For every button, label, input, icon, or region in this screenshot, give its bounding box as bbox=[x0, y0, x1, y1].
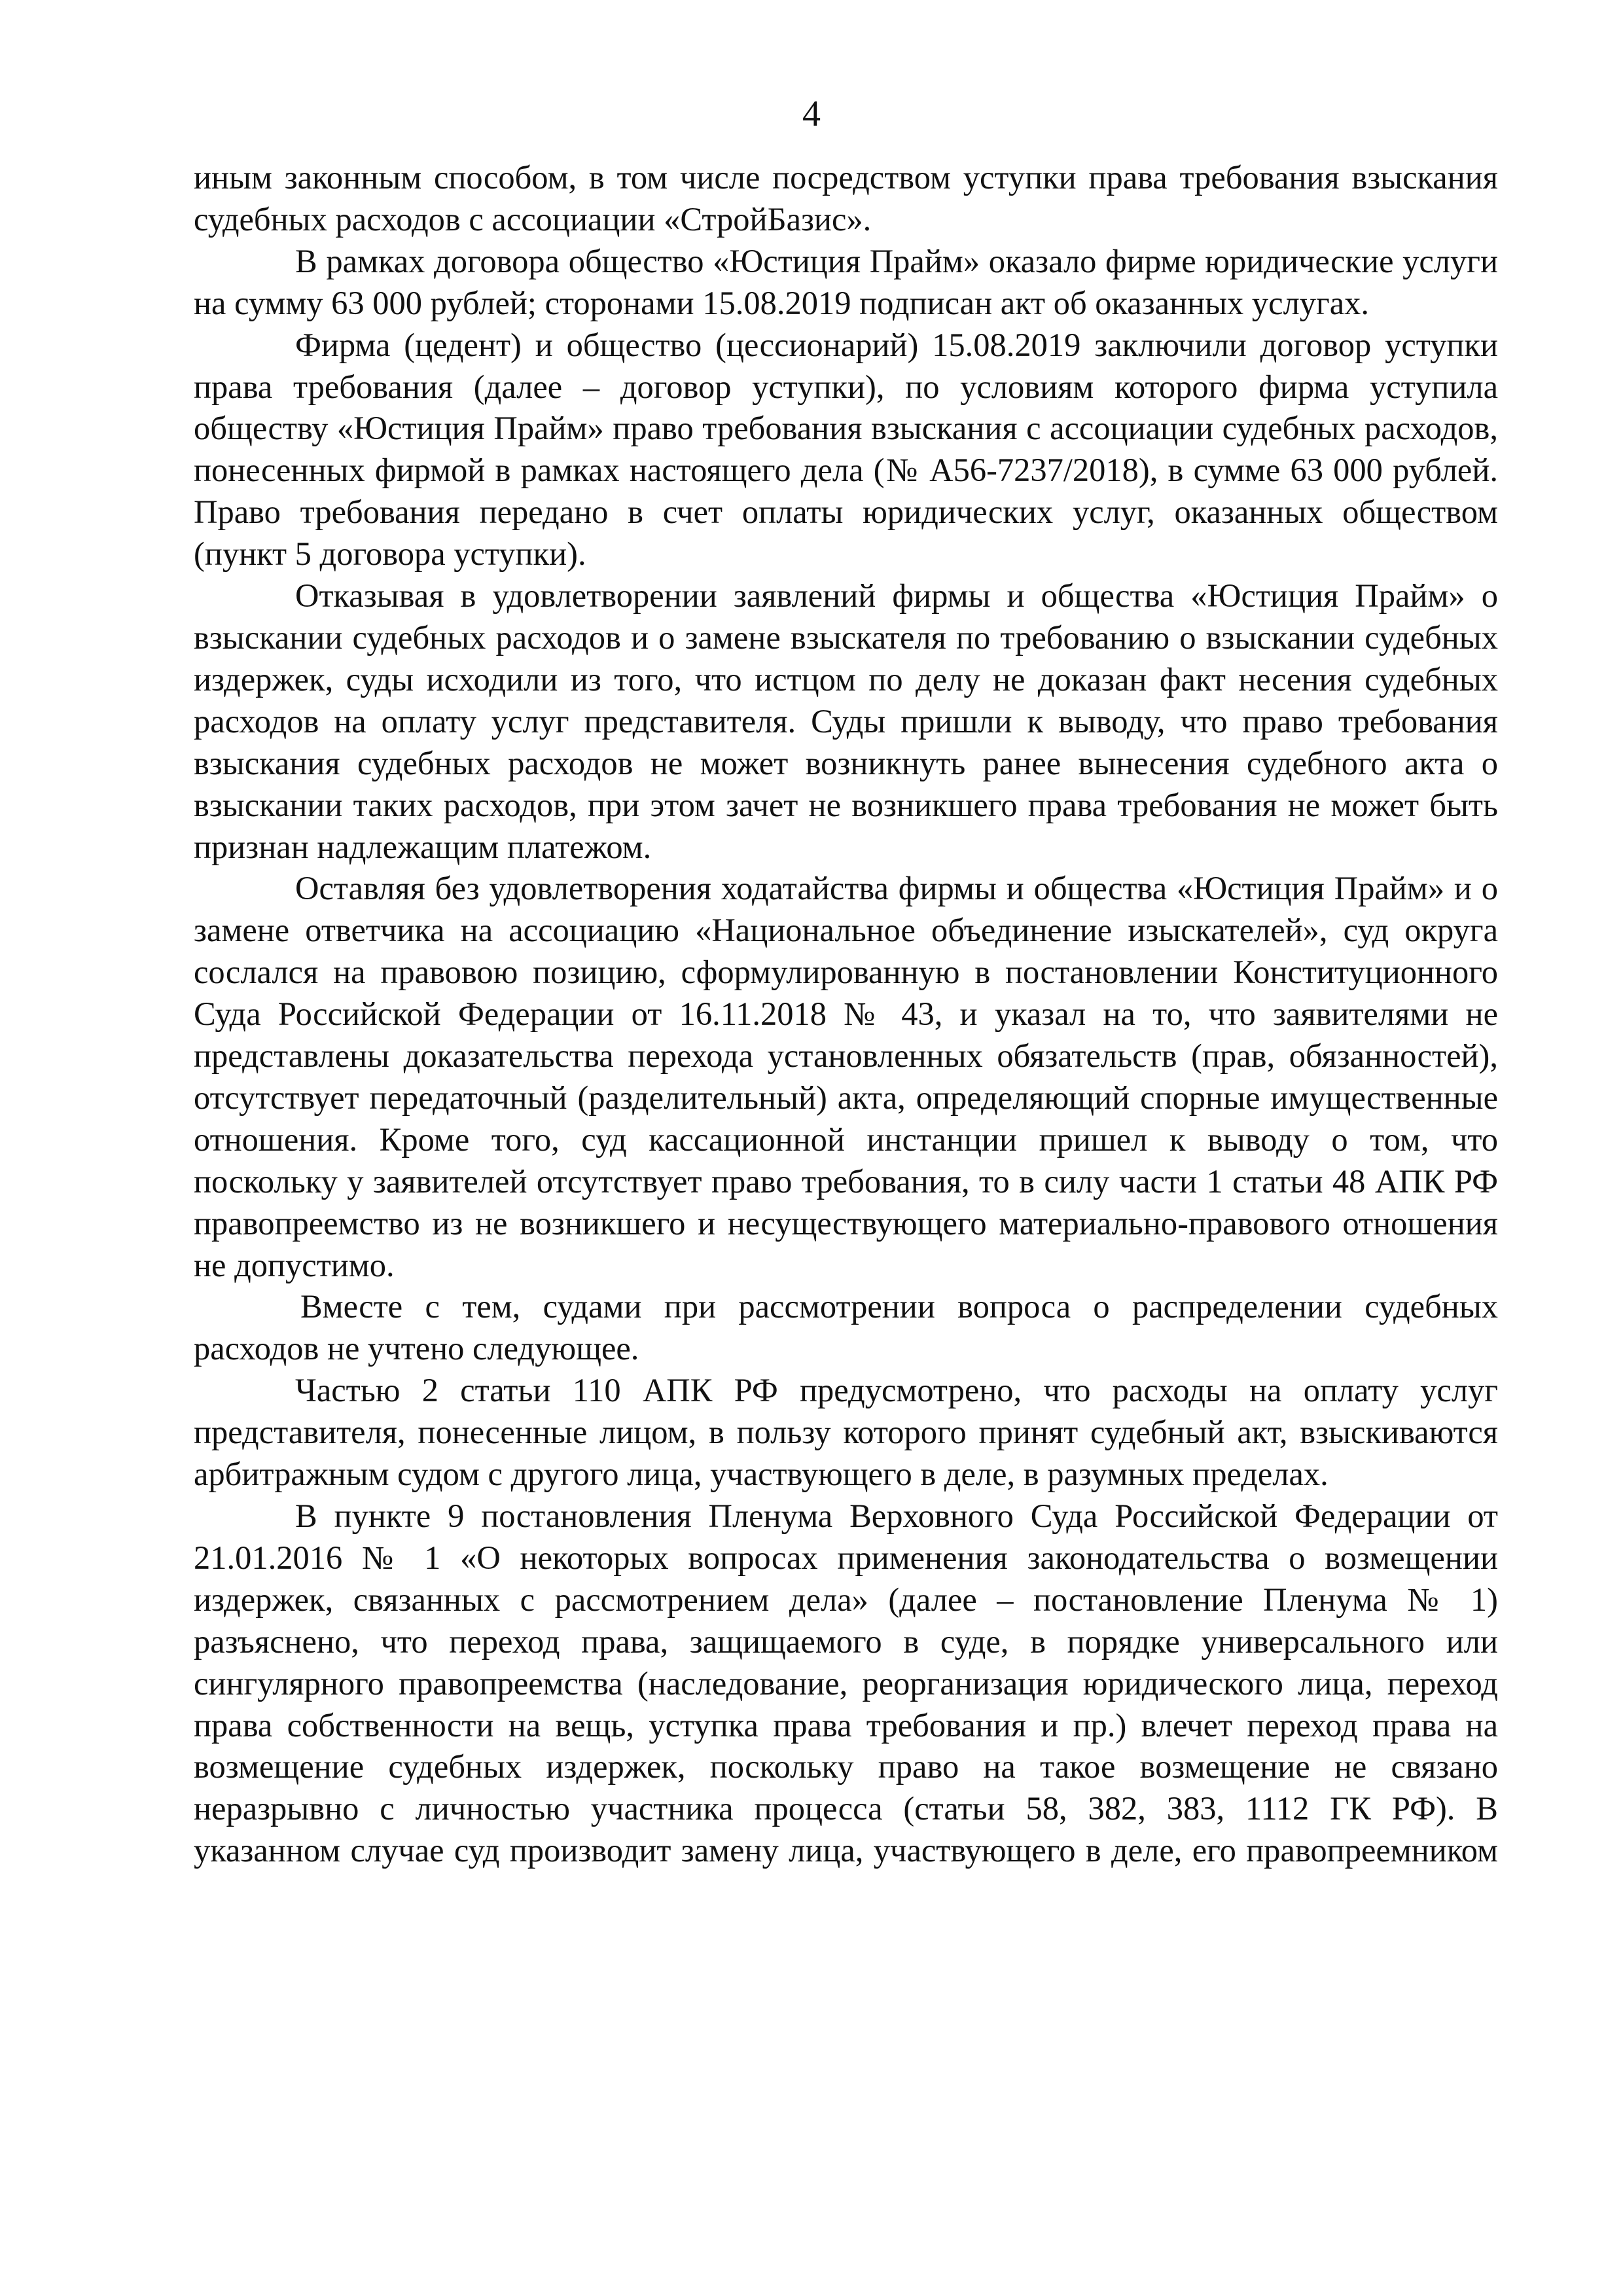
paragraph-not-considered: Вместе с тем, судами при рассмотрении вопроса о распределении судебных расходов не учтено следующее. bbox=[194, 1288, 1498, 1367]
paragraph-article-110: Частью 2 статьи 110 АПК РФ предусмотрено, что расходы на оплату услуг представителя, понесенные лицом, в пользу которого принят судебный акт, взыскиваются арбитражным судом с другого лица, участвующего в деле, в разумных пределах. bbox=[194, 1372, 1498, 1493]
paragraph-continuation: иным законным способом, в том числе посредством уступки права требования взыскания судебных расходов с ассоциации «СтройБазис». bbox=[194, 159, 1498, 238]
paragraph-cassation-position: Оставляя без удовлетворения ходатайства фирмы и общества «Юстиция Прайм» и о замене ответчика на ассоциацию «Национальное объединение изыскателей», суд округа сослался на правовою позицию, сформулированную в постановлении Конституционного Суда Российской Федерации от 16.11.2018 № 43, и указал на то, что заявителями не представлены доказательства перехода установленных обязательств (прав, обязанностей), отсутствует передаточный (разделительный) акта, определяющий спорные имущественные отношения. Кроме того, суд кассационной инстанции пришел к выводу о том, что поскольку у заявителей отсутствует право требования, то в силу части 1 статьи 48 АПК РФ правопреемство из не возникшего и несуществующего материально-правового отношения не допустимо. bbox=[194, 870, 1498, 1283]
paragraph-plenum-clarification: В пункте 9 постановления Пленума Верховного Суда Российской Федерации от 21.01.2016 № 1 «О некоторых вопросах применения законодательства о возмещении издержек, связанных с рассмотрением дела» (далее – постановление Пленума № 1) разъяснено, что переход права, защищаемого в суде, в порядке универсального или сингулярного правопреемства (наследование, реорганизация юридического лица, переход права собственности на вещь, уступка права требования и пр.) влечет переход права на возмещение судебных издержек, поскольку право на такое возмещение не связано неразрывно с личностью участника процесса (статьи 58, 382, 383, 1112 ГК РФ). В указанном случае суд производит замену лица, участвующего в деле, его правопреемником bbox=[194, 1498, 1498, 1869]
document-body bbox=[194, 157, 1498, 1872]
paragraph-services-contract: В рамках договора общество «Юстиция Прайм» оказало фирме юридические услуги на сумму 63 000 рублей; сторонами 15.08.2019 подписан акт об оказанных услугах. bbox=[194, 242, 1498, 321]
page-number: 4 bbox=[802, 94, 821, 134]
paragraph-assignment-agreement: Фирма (цедент) и общество (цессионарий) 15.08.2019 заключили договор уступки права требования (далее – договор уступки), по условиям которого фирма уступила обществу «Юстиция Прайм» право требования взыскания с ассоциации судебных расходов, понесенных фирмой в рамках настоящего дела (№ А56-7237/2018), в сумме 63 000 рублей. Право требования передано в счет оплаты юридических услуг, оказанных обществом (пункт 5 договора уступки). bbox=[194, 326, 1498, 573]
paragraph-lower-courts-refusal: Отказывая в удовлетворении заявлений фирмы и общества «Юстиция Прайм» о взыскании судебных расходов и о замене взыскателя по требованию о взыскании судебных издержек, суды исходили из того, что истцом по делу не доказан факт несения судебных расходов на оплату услуг представителя. Суды пришли к выводу, что право требования взыскания судебных расходов не может возникнуть ранее вынесения судебного акта о взыскании таких расходов, при этом зачет не возникшего права требования не может быть признан надлежащим платежом. bbox=[194, 577, 1498, 865]
